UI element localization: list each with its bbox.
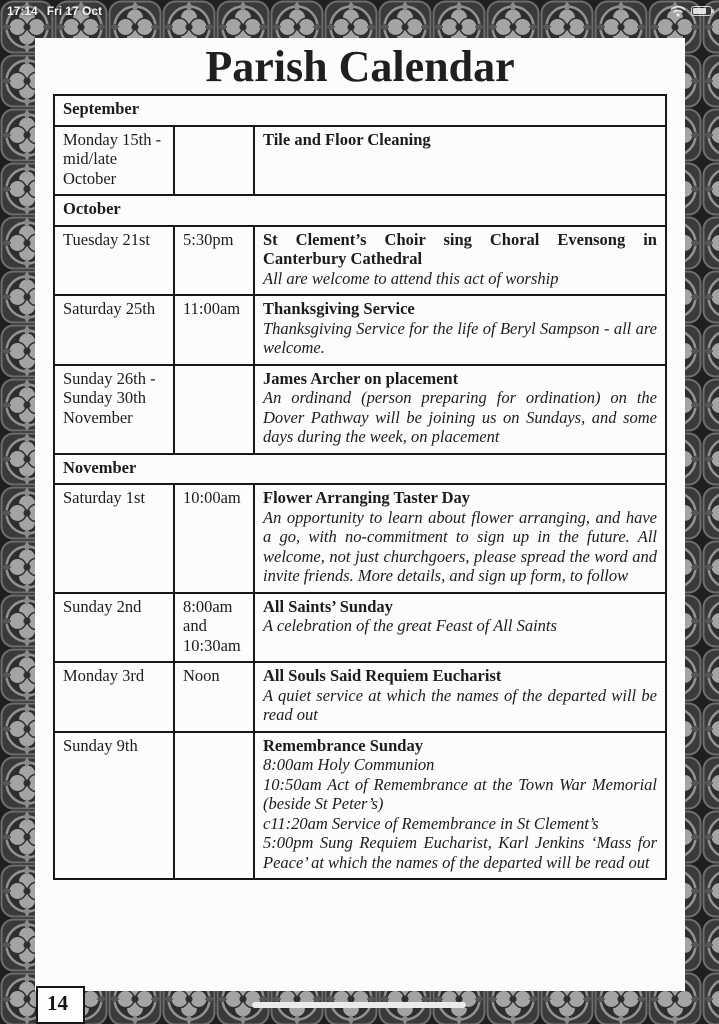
calendar-table-body (54, 95, 666, 879)
event-description-line: 8:00am Holy Communion (263, 755, 435, 774)
event-description-line: An opportunity to learn about flower arranging, and have a go, with no-commitment to sign up in the future. All welcome, not just churchgoers, please spread the word and invite friends. More details, and sign up form, to follow (263, 507, 657, 585)
event-description-line: c11:20am Service of Remembrance in St Clement’s (263, 813, 599, 833)
event-details-cell (254, 365, 666, 454)
event-details-cell (254, 662, 666, 732)
event-row (54, 226, 666, 296)
event-description-line: 10:50am Act of Remembrance at the Town War Memorial (beside St Peter’s) (263, 774, 657, 813)
month-label: September (54, 95, 666, 126)
event-row (54, 365, 666, 454)
event-date-cell: Sunday 9th (54, 732, 174, 880)
month-label: October (54, 195, 666, 226)
event-row (54, 295, 666, 365)
event-title: Thanksgiving Service (263, 299, 415, 318)
home-indicator[interactable] (252, 1002, 466, 1008)
event-description-line: A quiet service at which the names of the departed will be read out (263, 685, 657, 724)
event-date-cell: Sunday 2nd (54, 593, 174, 663)
status-time: 17:14 (7, 3, 38, 18)
event-date-cell: Tuesday 21st (54, 226, 174, 296)
event-title: Remembrance Sunday (263, 735, 423, 755)
page-number-label: 14 (47, 991, 68, 1015)
event-time-cell: 5:30pm (174, 226, 254, 296)
event-time-cell (174, 126, 254, 196)
event-description-line: Thanksgiving Service for the life of Beryl Sampson - all are welcome. (263, 318, 657, 357)
event-row (54, 732, 666, 880)
event-date-cell: Sunday 26th -Sunday 30th November (54, 365, 174, 454)
status-left (7, 4, 102, 18)
event-row (54, 662, 666, 732)
event-date-cell: Monday 15th - mid/late October (54, 126, 174, 196)
event-description-line: All are welcome to attend this act of worship (263, 268, 559, 288)
event-details-cell (254, 732, 666, 880)
event-title: All Saints’ Sunday (263, 596, 393, 616)
event-time-cell: 8:00am and 10:30am (174, 593, 254, 663)
wifi-icon (670, 5, 686, 17)
status-right (670, 5, 712, 17)
document-page (35, 38, 685, 991)
event-date-cell: Saturday 25th (54, 295, 174, 365)
event-description-line: An ordinand (person preparing for ordination) on the Dover Pathway will be joining us on Sundays, and some days during the week, on placement (263, 388, 657, 446)
event-title: Flower Arranging Taster Day (263, 488, 471, 507)
event-time-cell: 11:00am (174, 295, 254, 365)
event-details-cell (254, 593, 666, 663)
page-number (36, 986, 85, 1024)
event-details-cell (254, 226, 666, 296)
event-date-cell: Saturday 1st (54, 484, 174, 593)
month-label: November (54, 454, 666, 485)
status-date: Fri 17 Oct (46, 3, 103, 18)
status-bar (0, 0, 719, 21)
event-row (54, 484, 666, 593)
event-details-cell (254, 126, 666, 196)
event-row (54, 126, 666, 196)
month-header-row (54, 195, 666, 226)
event-row (54, 593, 666, 663)
event-time-cell: Noon (174, 662, 254, 732)
event-description-line: 5:00pm Sung Requiem Eucharist, Karl Jenkins ‘Mass for Peace’ at which the names of the departed will be read out (263, 833, 657, 872)
event-title: St Clement’s Choir sing Choral Evensong in Canterbury Cathedral (263, 229, 657, 268)
event-title: James Archer on placement (263, 368, 459, 388)
battery-icon (691, 6, 712, 16)
event-details-cell (254, 484, 666, 593)
event-time-cell: 10:00am (174, 484, 254, 593)
event-details-cell (254, 295, 666, 365)
event-date-cell: Monday 3rd (54, 662, 174, 732)
calendar-table (53, 94, 667, 880)
event-time-cell (174, 365, 254, 454)
month-header-row (54, 454, 666, 485)
event-title: Tile and Floor Cleaning (263, 129, 431, 149)
event-description-line: A celebration of the great Feast of All Saints (263, 616, 557, 635)
page-title: Parish Calendar (205, 42, 515, 91)
month-header-row (54, 95, 666, 126)
event-title: All Souls Said Requiem Eucharist (263, 666, 502, 685)
event-time-cell (174, 732, 254, 880)
